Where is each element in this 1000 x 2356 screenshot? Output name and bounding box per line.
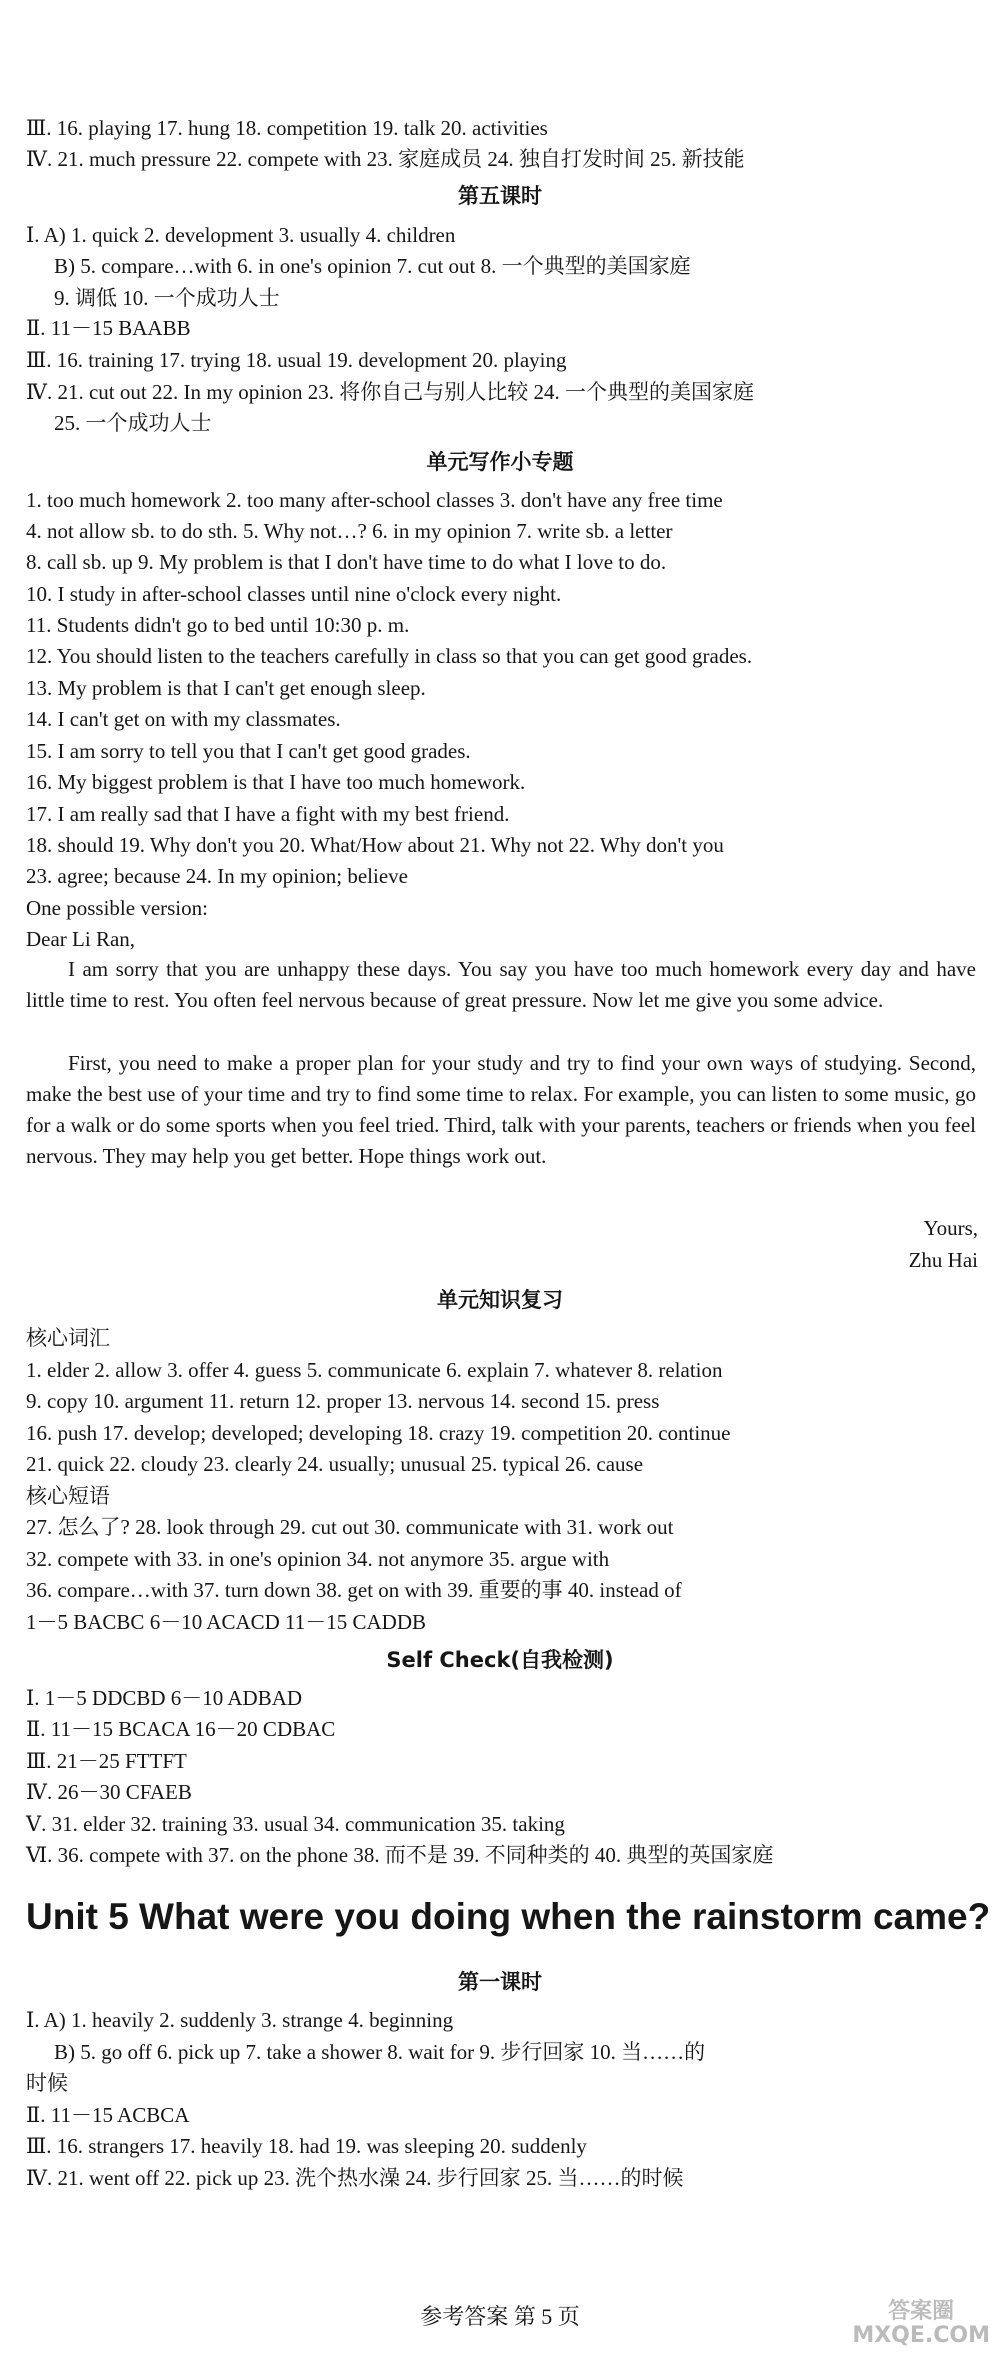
answer-line: 16. My biggest problem is that I have too much homework. — [26, 770, 526, 794]
watermark-logo: 答案圈 — [888, 2298, 955, 2324]
answer-line: Ⅲ. 16. training 17. trying 18. usual 19. development 20. playing — [26, 348, 567, 372]
answer-line: 12. You should listen to the teachers carefully in class so that you can get good grades. — [26, 644, 753, 668]
answer-line: Ⅱ. 11－15 ACBCA — [26, 2103, 190, 2127]
answer-line: 27. 怎么了? 28. look through 29. cut out 30. communicate with 31. work out — [26, 1515, 674, 1539]
answer-line: Ⅴ. 31. elder 32. training 33. usual 34. communication 35. taking — [26, 1812, 565, 1836]
essay-paragraph: I am sorry that you are unhappy these days. You say you have too much homework every day and have little time to rest. You often feel nervous because of great pressure. Now let me give you some advice. — [26, 957, 976, 1012]
subheading: 核心词汇 — [26, 1326, 110, 1350]
answer-line: Ⅲ. 21－25 FTTFT — [26, 1749, 187, 1773]
watermark-url: MXQE.COM — [852, 2322, 990, 2348]
essay-paragraph: First, you need to make a proper plan for your study and try to find your own ways of studying. Second, make the best use of your time and try to find some time to relax. For example, you can listen to some music, go for a walk or do some sports when you feel tried. Third, talk with your parents, teachers or friends when you feel nervous. They may help you get better. Hope things work out. — [26, 1051, 976, 1168]
answer-line: Ⅲ. 16. strangers 17. heavily 18. had 19. was sleeping 20. suddenly — [26, 2134, 587, 2158]
answer-line: 8. call sb. up 9. My problem is that I don't have time to do what I love to do. — [26, 550, 667, 574]
answer-line: Ⅰ. A) 1. heavily 2. suddenly 3. strange 4. beginning — [26, 2008, 454, 2032]
answer-line: One possible version: — [26, 896, 208, 920]
answer-line: 25. 一个成功人士 — [54, 411, 212, 435]
section-heading: Self Check(自我检测) — [386, 1648, 614, 1672]
answer-line: 21. quick 22. cloudy 23. clearly 24. usually; unusual 25. typical 26. cause — [26, 1452, 644, 1476]
answer-line: 23. agree; because 24. In my opinion; believe — [26, 864, 408, 888]
watermark — [852, 2300, 990, 2348]
answer-line: 36. compare…with 37. turn down 38. get on with 39. 重要的事 40. instead of — [26, 1578, 682, 1602]
answer-line: 15. I am sorry to tell you that I can't get good grades. — [26, 739, 471, 763]
section-heading: 单元写作小专题 — [426, 450, 574, 474]
answer-line: 14. I can't get on with my classmates. — [26, 707, 341, 731]
signature-line: Yours, — [923, 1216, 978, 1240]
section-heading: 第一课时 — [458, 1970, 542, 1994]
answer-line: Ⅳ. 26－30 CFAEB — [26, 1780, 192, 1804]
answer-line: 16. push 17. develop; developed; developing 18. crazy 19. competition 20. continue — [26, 1421, 731, 1445]
answer-line: 17. I am really sad that I have a fight with my best friend. — [26, 802, 510, 826]
answer-line: Ⅳ. 21. cut out 22. In my opinion 23. 将你自己与别人比较 24. 一个典型的美国家庭 — [26, 380, 754, 404]
answer-line: Ⅳ. 21. went off 22. pick up 23. 洗个热水澡 24. 步行回家 25. 当……的时候 — [26, 2166, 684, 2190]
answer-line: 13. My problem is that I can't get enough sleep. — [26, 676, 426, 700]
section-heading: 第五课时 — [458, 184, 542, 208]
page-footer: 参考答案 第 5 页 — [420, 2304, 580, 2329]
answer-line: Ⅰ. 1－5 DDCBD 6－10 ADBAD — [26, 1686, 303, 1710]
signature-line: Zhu Hai — [908, 1248, 978, 1272]
answer-line: 18. should 19. Why don't you 20. What/How about 21. Why not 22. Why don't you — [26, 833, 724, 857]
answer-line: 1. elder 2. allow 3. offer 4. guess 5. communicate 6. explain 7. whatever 8. relation — [26, 1358, 723, 1382]
answer-line: 9. copy 10. argument 11. return 12. proper 13. nervous 14. second 15. press — [26, 1389, 660, 1413]
answer-line: 11. Students didn't go to bed until 10:30 p. m. — [26, 613, 410, 637]
answer-line: Ⅲ. 16. playing 17. hung 18. competition 19. talk 20. activities — [26, 116, 548, 140]
section-heading: 单元知识复习 — [437, 1288, 563, 1312]
answer-line: 1. too much homework 2. too many after-school classes 3. don't have any free time — [26, 488, 723, 512]
answer-line: 10. I study in after-school classes until nine o'clock every night. — [26, 582, 562, 606]
answer-line: Ⅱ. 11－15 BCACA 16－20 CDBAC — [26, 1717, 336, 1741]
answer-line: B) 5. go off 6. pick up 7. take a shower 8. wait for 9. 步行回家 10. 当……的 — [54, 2040, 706, 2064]
answer-line: 4. not allow sb. to do sth. 5. Why not…? 6. in my opinion 7. write sb. a letter — [26, 519, 673, 543]
answer-line: Ⅱ. 11－15 BAABB — [26, 316, 191, 340]
answer-line: 时候 — [26, 2071, 68, 2095]
answer-line: Ⅳ. 21. much pressure 22. compete with 23. 家庭成员 24. 独自打发时间 25. 新技能 — [26, 147, 745, 171]
answer-line: 32. compete with 33. in one's opinion 34. not anymore 35. argue with — [26, 1547, 610, 1571]
answer-line: Ⅵ. 36. compete with 37. on the phone 38. 而不是 39. 不同种类的 40. 典型的英国家庭 — [26, 1843, 774, 1867]
answer-line: B) 5. compare…with 6. in one's opinion 7. cut out 8. 一个典型的美国家庭 — [54, 254, 691, 278]
unit-title: Unit 5 What were you doing when the rainstorm came? — [26, 1896, 991, 1937]
answer-line: 1－5 BACBC 6－10 ACACD 11－15 CADDB — [26, 1610, 427, 1634]
answer-line: 9. 调低 10. 一个成功人士 — [54, 286, 280, 310]
answer-line: Ⅰ. A) 1. quick 2. development 3. usually 4. children — [26, 223, 456, 247]
answer-line: Dear Li Ran, — [26, 927, 136, 951]
subheading: 核心短语 — [26, 1484, 110, 1508]
